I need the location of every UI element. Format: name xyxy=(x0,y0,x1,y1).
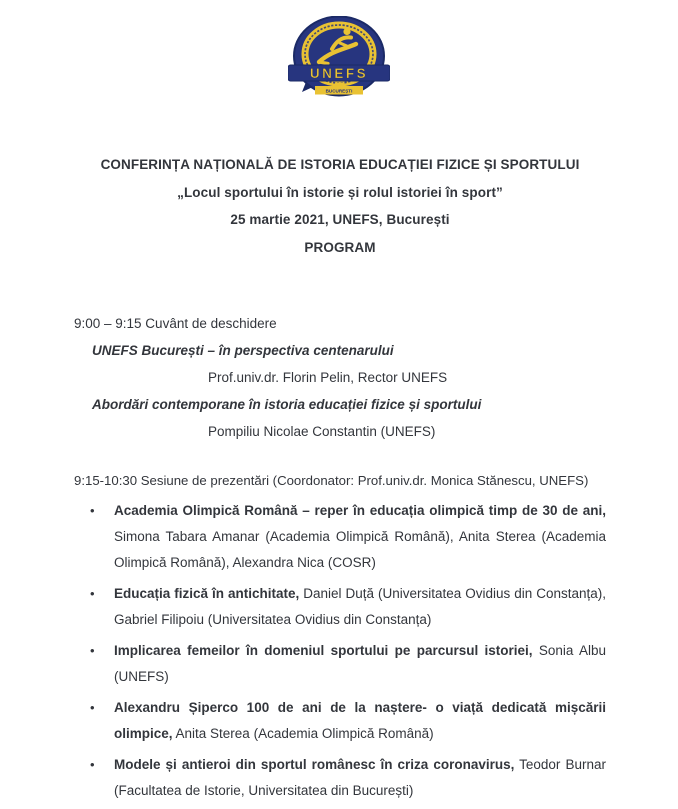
opening-talk-speaker: Prof.univ.dr. Florin Pelin, Rector UNEFS xyxy=(208,370,448,385)
presentation-title: Educația fizică în antichitate, xyxy=(114,586,300,601)
document-header xyxy=(74,151,606,261)
conference-date-location: 25 martie 2021, UNEFS, București xyxy=(230,212,450,227)
opening-talk-title: Abordări contemporane în istoria educației fizice și sportului xyxy=(92,397,482,412)
logo-year-mark xyxy=(335,83,343,86)
logo-city-label: BUCUREȘTI xyxy=(325,88,353,94)
presentation-authors: Anita Sterea (Academia Olimpică Română) xyxy=(172,726,434,741)
presentation-item xyxy=(74,695,606,747)
presentation-item xyxy=(74,752,606,804)
logo-acronym: UNEFS xyxy=(309,66,369,81)
presentation-authors: Simona Tabara Amanar (Academia Olimpică Română), Anita Sterea (Academia Olimpică Română), Alexandra Nica (COSR) xyxy=(114,529,606,570)
presentation-authors: Daniel Duță (Universitatea Ovidius din Constanța), Gabriel Filipoiu (Universitatea Ovidius din Constanța) xyxy=(114,586,606,627)
opening-time-title: 9:00 – 9:15 Cuvânt de deschidere xyxy=(74,316,277,331)
opening-section xyxy=(74,310,606,445)
presentation-title: Implicarea femeilor în domeniul sportului pe parcursul istoriei, xyxy=(114,643,533,658)
unefs-logo xyxy=(288,16,390,108)
presentation-title: Academia Olimpică Română – reper în educația olimpică timp de 30 de ani, xyxy=(114,503,606,518)
unefs-logo-graphic xyxy=(288,16,390,108)
conference-title: CONFERINȚA NAȚIONALĂ DE ISTORIA EDUCAȚIEI FIZICE ȘI SPORTULUI xyxy=(100,157,580,172)
presentation-authors: Teodor Burnar (Facultatea de Istorie, Universitatea din București) xyxy=(114,757,606,798)
presentation-item xyxy=(74,638,606,690)
program-label: PROGRAM xyxy=(304,239,376,255)
conference-subtitle: „Locul sportului în istorie și rolul istoriei în sport” xyxy=(177,184,503,200)
opening-talk-title: UNEFS București – în perspectiva centenarului xyxy=(92,343,394,358)
presentation-item xyxy=(74,581,606,633)
opening-talk-speaker: Pompiliu Nicolae Constantin (UNEFS) xyxy=(208,424,436,439)
session-section xyxy=(74,468,606,809)
session-heading: 9:15-10:30 Sesiune de prezentări (Coordonator: Prof.univ.dr. Monica Stănescu, UNEFS) xyxy=(74,473,589,488)
presentation-title: Alexandru Șiperco 100 de ani de la naștere- o viață dedicată mișcării olimpice, xyxy=(114,700,606,741)
presentation-authors: Sonia Albu (UNEFS) xyxy=(114,643,606,684)
presentation-title: Modele și antieroi din sportul românesc în criza coronavirus, xyxy=(114,757,515,772)
presentation-item xyxy=(74,498,606,576)
